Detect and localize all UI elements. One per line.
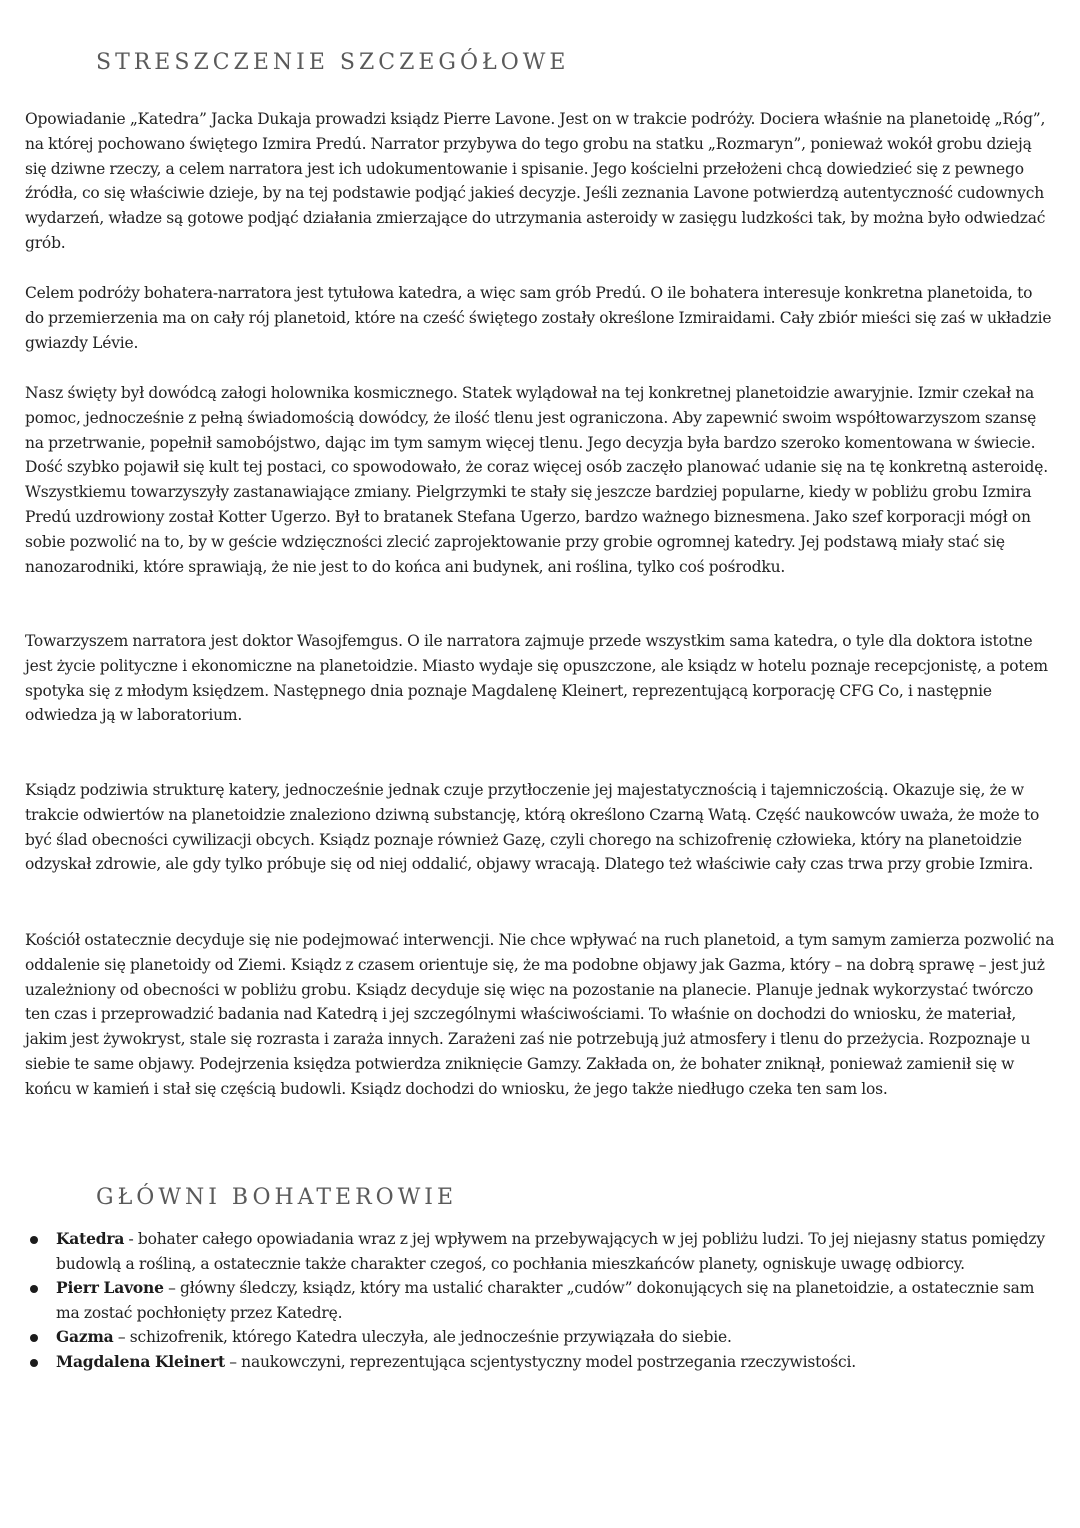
summary-paragraph: Kościół ostatecznie decyduje się nie podejmować interwencji. Nie chce wpływać na ruch planetoid, a tym samym zamierza pozwolić na oddalenie się planetoidy od Ziemi. Ksiądz z czasem orientuje się, że ma podobne objawy jak Gazma, który – na dobrą sprawę – jest już uzależniony od obecności w pobliżu grobu. Ksiądz decyduje się więc na pozostanie na planecie. Planuje jednak wykorzystać twórczo ten czas i przeprowadzić badania nad Katedrą i jej szczególnymi właściwościami. To właśnie on dochodzi do wniosku, że materiał, jakim jest żywokryst, stale się rozrasta i zaraża innych. Zarażeni zaś nie potrzebują już atmosfery i tlenu do przeżycia. Rozpoznaje u siebie te same objawy. Podejrzenia księdza potwierdza zniknięcie Gamzy. Zakłada on, że bohater zniknął, ponieważ zamienił się w końcu w kamień i stał się częścią budowli. Ksiądz dochodzi do wniosku, że jego także niedługo czeka ten sam los. <box>25 931 1055 1098</box>
summary-paragraph: Celem podróży bohatera-narratora jest tytułowa katedra, a więc sam grób Predú. O ile bohatera interesuje konkretna planetoida, to do przemierzenia ma on cały rój planetoid, które na cześć świętego zostały określone Izmiraidami. Cały zbiór mieści się zaś w układzie gwiazdy Lévie. <box>25 284 1052 352</box>
character-name: Katedra <box>56 1229 125 1248</box>
character-description: – główny śledczy, ksiądz, który ma ustalić charakter „cudów” dokonujących się na planetoidzie, a ostatecznie sam ma zostać pochłonięty przez Katedrę. <box>56 1279 1035 1322</box>
summary-paragraph: Towarzyszem narratora jest doktor Wasojfemgus. O ile narratora zajmuje przede wszystkim sama katedra, o tyle dla doktora istotne jest życie polityczne i ekonomiczne na planetoidzie. Miasto wydaje się opuszczone, ale ksiądz w hotelu poznaje recepcjonistę, a potem spotyka się z młodym księdzem. Następnego dnia poznaje Magdalenę Kleinert, reprezentującą korporację CFG Co, i następnie odwiedza ją w laboratorium. <box>25 632 1048 725</box>
character-name: Magdalena Kleinert <box>56 1351 225 1371</box>
bullet-icon <box>30 1285 38 1293</box>
list-item <box>25 1325 1055 1350</box>
character-name: Pierr Lavone <box>56 1278 164 1297</box>
characters-list <box>25 1227 1055 1374</box>
summary-heading: STRESZCZENIE SZCZEGÓŁOWE <box>96 50 570 75</box>
list-item <box>25 1276 1055 1325</box>
list-item <box>25 1227 1055 1276</box>
characters-heading: GŁÓWNI BOHATEROWIE <box>96 1185 458 1210</box>
character-name: Gazma <box>56 1327 114 1346</box>
list-item <box>25 1350 1055 1375</box>
summary-paragraph: Ksiądz podziwia strukturę katery, jednocześnie jednak czuje przytłoczenie jej majestatycznością i tajemniczością. Okazuje się, że w trakcie odwiertów na planetoidzie znaleziono dziwną substancję, którą określono Czarną Watą. Część naukowców uważa, że może to być ślad obecności cywilizacji obcych. Ksiądz poznaje również Gazę, czyli chorego na schizofrenię człowieka, który na planetoidzie odzyskał zdrowie, ale gdy tylko próbuje się od niej oddalić, objawy wracają. Dlatego też właściwie cały czas trwa przy grobie Izmira. <box>25 781 1040 874</box>
bullet-icon <box>30 1334 38 1342</box>
bullet-icon <box>30 1236 38 1244</box>
bullet-icon <box>30 1359 38 1367</box>
summary-paragraph: Opowiadanie „Katedra” Jacka Dukaja prowadzi ksiądz Pierre Lavone. Jest on w trakcie podróży. Dociera właśnie na planetoidę „Róg”, na której pochowano świętego Izmira Predú. Narrator przybywa do tego grobu na statku „Rozmaryn”, ponieważ wokół grobu dzieją się dziwne rzeczy, a celem narratora jest ich udokumentowanie i spisanie. Jego kościelni przełożeni chcą dowiedzieć się z pewnego źródła, co się właściwie dzieje, by na tej podstawie podjąć jakieś decyzje. Jeśli zeznania Lavone potwierdzą autentyczność cudownych wydarzeń, władze są gotowe podjąć działania zmierzające do utrzymania asteroidy w zasięgu ludzkości tak, by można było odwiedzać grób. <box>25 110 1046 252</box>
character-description: - bohater całego opowiadania wraz z jej wpływem na przebywających w jej pobliżu ludzi. To jej niejasny status pomiędzy budowlą a rośliną, a ostatecznie także charakter czegoś, co pochłania mieszkańców planety, ogniskuje uwagę odbiorcy. <box>56 1230 1045 1273</box>
summary-paragraph: Nasz święty był dowódcą załogi holownika kosmicznego. Statek wylądował na tej konkretnej planetoidzie awaryjnie. Izmir czekał na pomoc, jednocześnie z pełną świadomością dowódcy, że ilość tlenu jest ograniczona. Aby zapewnić swoim współtowarzyszom szansę na przetrwanie, popełnił samobójstwo, dając im tym samym więcej tlenu. Jego decyzja była bardzo szeroko komentowana w świecie. Dość szybko pojawił się kult tej postaci, co spowodowało, że coraz więcej osób zaczęło planować udanie się na tę konkretną asteroidę. Wszystkiemu towarzyszyły zastanawiające zmiany. Pielgrzymki te stały się jeszcze bardziej popularne, kiedy w pobliżu grobu Izmira Predú uzdrowiony został Kotter Ugerzo. Był to bratanek Stefana Ugerzo, bardzo ważnego biznesmena. Jako szef korporacji mógł on sobie pozwolić na to, by w geście wdzięczności zlecić zaprojektowanie przy grobie ogromnej katedry. Jej podstawą miały stać się nanozarodniki, które sprawiają, że nie jest to do końca ani budynek, ani roślina, tylko coś pośrodku. <box>25 384 1048 576</box>
character-description: – naukowczyni, reprezentująca scjentystyczny model postrzegania rzeczywistości. <box>224 1352 856 1371</box>
character-description: – schizofrenik, którego Katedra uleczyła, ale jednocześnie przywiązała do siebie. <box>113 1328 732 1346</box>
